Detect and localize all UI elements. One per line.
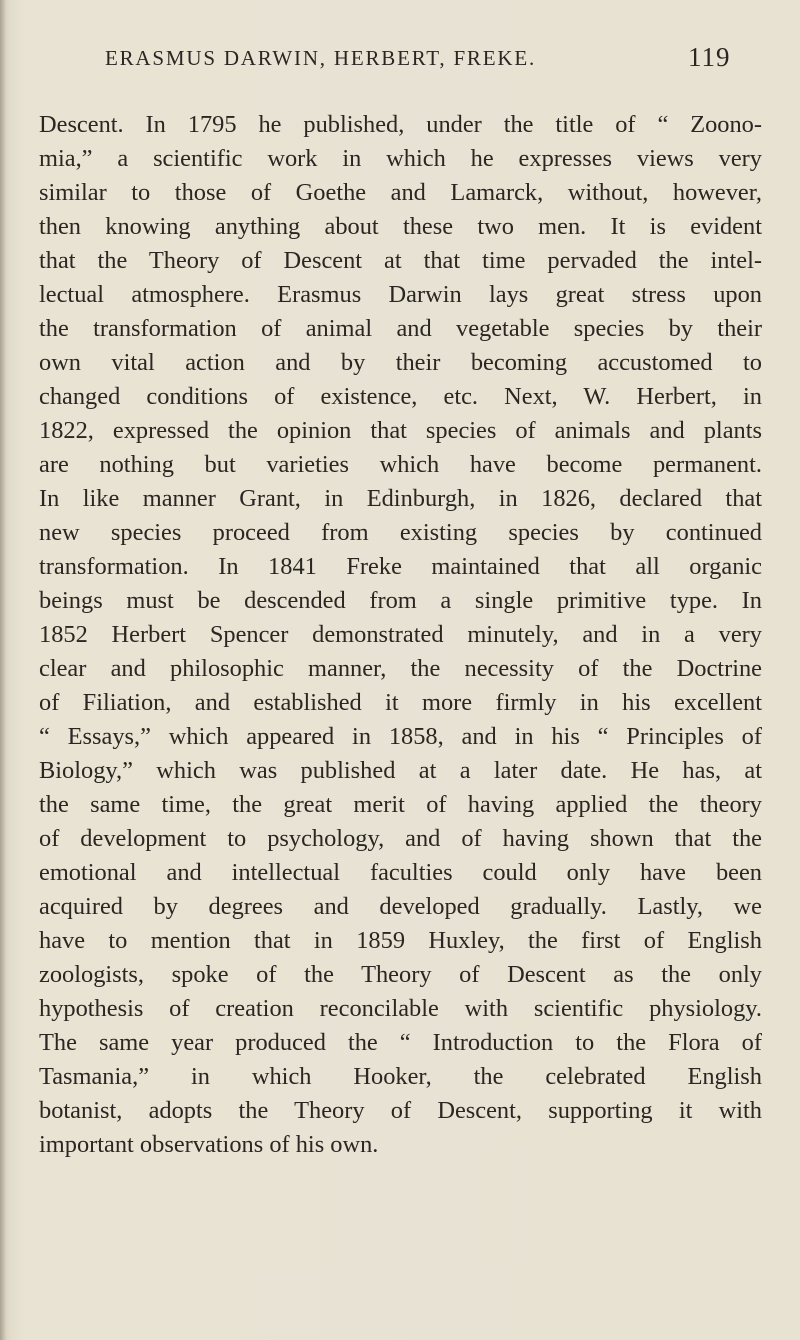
text-line: the same time, the great merit of having applied the theory: [39, 791, 762, 818]
text-line: botanist, adopts the Theory of Descent, supporting it with: [39, 1097, 762, 1124]
text-line: beings must be descended from a single primitive type. In: [39, 587, 762, 614]
text-line: similar to those of Goethe and Lamarck, without, however,: [39, 179, 762, 206]
text-line: In like manner Grant, in Edinburgh, in 1826, declared that: [39, 485, 762, 512]
text-line: lectual atmosphere. Erasmus Darwin lays great stress upon: [39, 281, 762, 308]
text-line: acquired by degrees and developed gradually. Lastly, we: [39, 893, 762, 920]
text-line: Biology,” which was published at a later date. He has, at: [39, 757, 762, 784]
running-title: ERASMUS DARWIN, HERBERT, FREKE.: [105, 46, 537, 70]
running-head: [0, 42, 800, 82]
text-line: the transformation of animal and vegetable species by their: [39, 315, 762, 342]
text-line: The same year produced the “ Introduction to the Flora of: [39, 1029, 762, 1056]
text-line: zoologists, spoke of the Theory of Descent as the only: [39, 961, 762, 988]
text-line: new species proceed from existing species by continued: [39, 519, 762, 546]
text-line: of development to psychology, and of having shown that the: [39, 825, 762, 852]
text-line: mia,” a scientific work in which he expresses views very: [39, 145, 762, 172]
text-line: emotional and intellectual faculties could only have been: [39, 859, 762, 886]
gutter-shadow: [0, 0, 6, 1340]
text-line: Descent. In 1795 he published, under the title of “ Zoono-: [39, 111, 762, 138]
text-line-last: important observations of his own.: [39, 1131, 379, 1158]
text-line: that the Theory of Descent at that time pervaded the intel-: [39, 247, 762, 274]
text-line: Tasmania,” in which Hooker, the celebrated English: [39, 1063, 762, 1090]
text-line: 1822, expressed the opinion that species of animals and plants: [39, 417, 762, 444]
text-line: are nothing but varieties which have become permanent.: [39, 451, 762, 478]
text-line: 1852 Herbert Spencer demonstrated minutely, and in a very: [39, 621, 762, 648]
text-line: hypothesis of creation reconcilable with scientific physiology.: [39, 995, 762, 1022]
text-line: changed conditions of existence, etc. Next, W. Herbert, in: [39, 383, 762, 410]
text-line: then knowing anything about these two men. It is evident: [39, 213, 762, 240]
text-line: of Filiation, and established it more firmly in his excellent: [39, 689, 762, 716]
text-line: have to mention that in 1859 Huxley, the first of English: [39, 927, 762, 954]
text-line: clear and philosophic manner, the necessity of the Doctrine: [39, 655, 762, 682]
text-line: “ Essays,” which appeared in 1858, and in his “ Principles of: [39, 723, 762, 750]
text-line: transformation. In 1841 Freke maintained that all organic: [39, 553, 762, 580]
page-number: 119: [688, 42, 731, 72]
text-line: own vital action and by their becoming accustomed to: [39, 349, 762, 376]
